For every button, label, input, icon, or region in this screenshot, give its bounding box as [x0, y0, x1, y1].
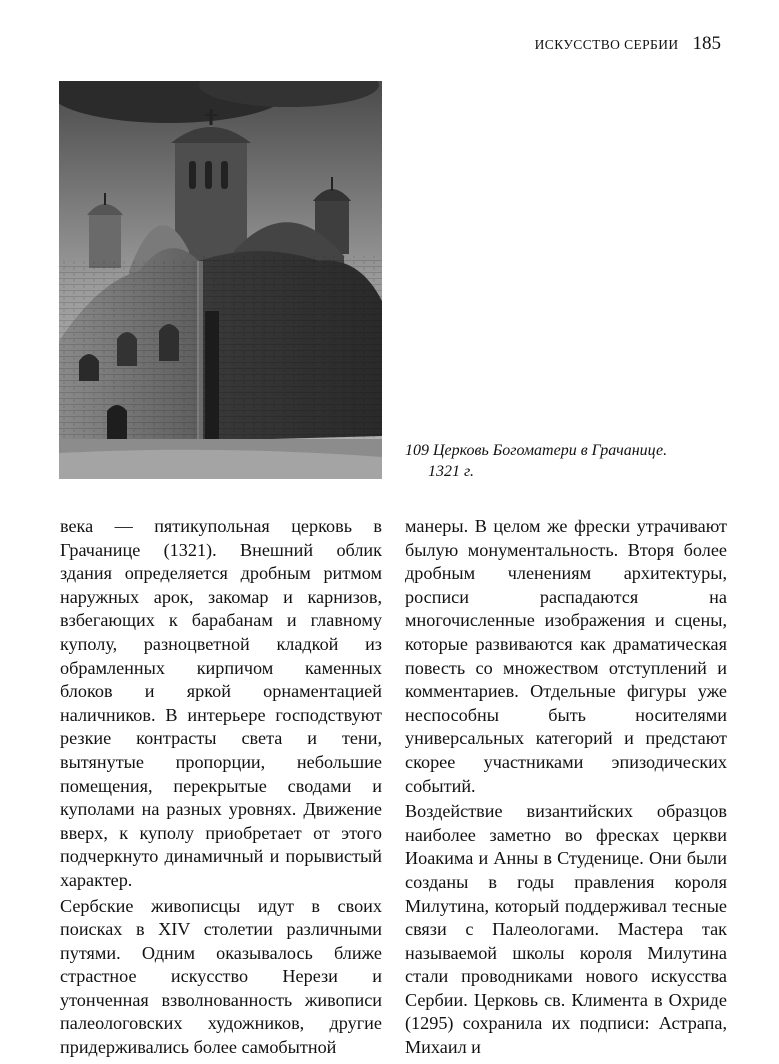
- church-photograph: [59, 81, 382, 479]
- caption-line-1: 109 Церковь Богоматери в Грачанице.: [405, 442, 668, 459]
- figure-caption: [405, 440, 735, 482]
- page-number: 185: [692, 33, 721, 54]
- paragraph: Сербские живописцы идут в своих поисках в XIV столетии различными путями. Одним оказывалось ближе страстное искусство Нерези и утонченная взволнованность живописи палеологовских художников, другие придерживались более самобытной: [60, 895, 382, 1058]
- paragraph: века — пятикупольная церковь в Грачанице (1321). Внешний облик здания определяется дробным ритмом наружных арок, закомар и карнизов, взбегающих к барабанам и главному куполу, разноцветной кладкой из обрамленных кирпичом каменных блоков и яркой орнаментацией наличников. В интерьере господствуют резкие контрасты света и тени, вытянутые пропорции, небольшие помещения, перекрытые сводами и куполами на разных уровнях. Движение вверх, к куполу приобретает от этого подчеркнуто динамичный и порывистый характер.: [60, 516, 382, 890]
- running-head: [535, 33, 721, 55]
- right-text-column: [405, 515, 727, 1060]
- caption-line-2: 1321 г.: [428, 463, 475, 480]
- paragraph: манеры. В целом же фрески утрачивают былую монументальность. Вторя более дробным членениям архитектуры, росписи распадаются на многочисленные изображения и сцены, которые развиваются как драматическая повесть со множеством отступлений и комментариев. Отдельные фигуры уже неспособны быть носителями универсальных категорий и предстают скорее участниками эпизодических событий.: [405, 516, 727, 796]
- paragraph: Воздействие византийских образцов наиболее заметно во фресках церкви Иоакима и Анны в Студенице. Они были созданы в годы правления короля Милутина, который поддерживал тесные связи с Палеологами. Мастера так называемой школы короля Милутина стали проводниками нового искусства Сербии. Церковь св. Климента в Охриде (1295) сохранила их подписи: Астрапа, Михаил и: [405, 801, 727, 1058]
- left-text-column: [60, 515, 382, 1060]
- church-photo-illustration: [59, 81, 382, 479]
- running-title: ИСКУССТВО СЕРБИИ: [534, 37, 679, 52]
